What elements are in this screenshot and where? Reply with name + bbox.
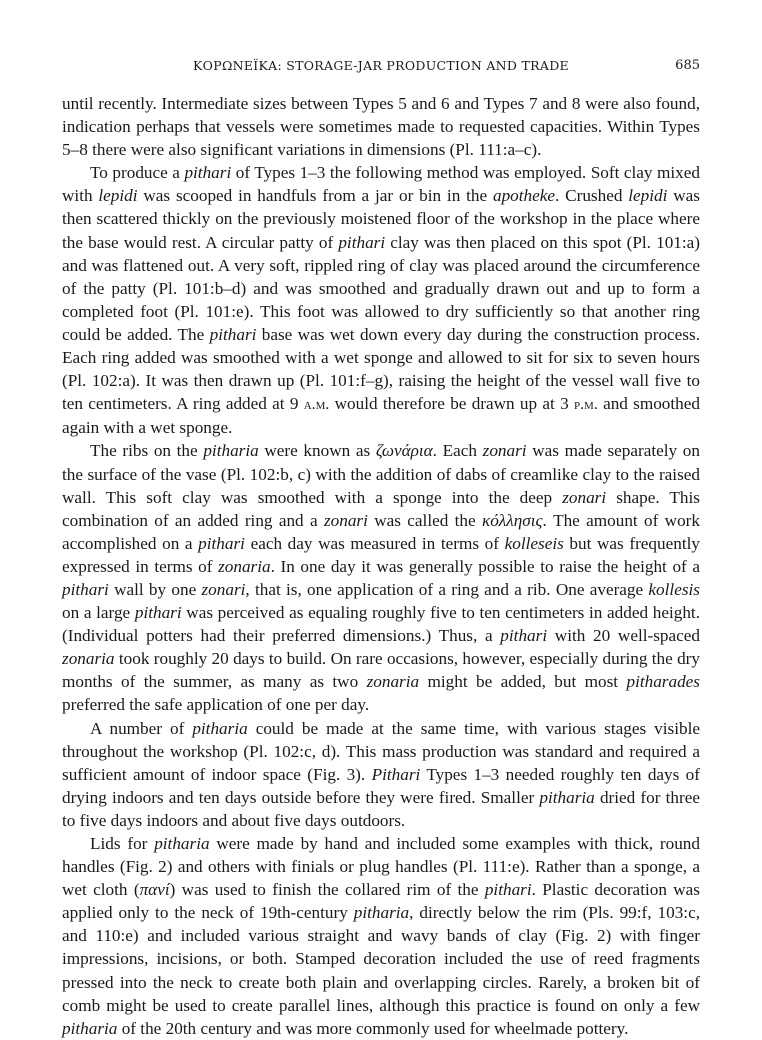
paragraph: until recently. Intermediate sizes between Types 5 and 6 and Types 7 and 8 were also found, indication perhaps that vessels were sometimes made to requested capacities. Within Types 5–8 there were also significant variations in dimensions (Pl. 111:a–c). <box>62 94 700 160</box>
body-text <box>62 92 700 1040</box>
paragraph: A number of pitharia could be made at the same time, with various stages visible throughout the workshop (Pl. 102:c, d). This mass production was standard and required a sufficient amount of indoor space (Fig. 3). Pithari Types 1–3 needed roughly ten days of drying indoors and ten days outside before they were fired. Smaller pitharia dried for three to five days indoors and about five days outdoors. <box>62 718 701 830</box>
paragraph: To produce a pithari of Types 1–3 the following method was employed. Soft clay mixed with lepidi was scooped in handfuls from a jar or bin in the apotheke. Crushed lepidi was then scattered thickly on the previously moistened floor of the workshop in the place where the base would rest. A circular patty of pithari clay was then placed on this spot (Pl. 101:a) and was flattened out. A very soft, rippled ring of clay was placed around the circumference of the patty (Pl. 101:b–d) and was smoothed and gradually drawn out and up to form a completed foot (Pl. 101:e). This foot was allowed to dry sufficiently so that another ring could be added. The pithari base was wet down every day during the construction process. Each ring added was smoothed with a wet sponge and allowed to sit for six to seven hours (Pl. 102:a). It was then drawn up (Pl. 101:f–g), raising the height of the vessel wall five to ten centimeters. A ring added at 9 a.m. would therefore be drawn up at 3 p.m. and smoothed again with a wet sponge. <box>62 163 701 438</box>
page-number: 685 <box>675 58 700 73</box>
paragraph: The ribs on the pitharia were known as ζωνάρια. Each zonari was made separately on the surface of the vase (Pl. 102:b, c) with the addition of dabs of creamlike clay to the raised wall. This soft clay was smoothed with a sponge into the deep zonari shape. This combination of an added ring and a zonari was called the κόλλησις. The amount of work accomplished on a pithari each day was measured in terms of kolleseis but was frequently expressed in terms of zonaria. In one day it was generally possible to raise the height of a pithari wall by one zonari, that is, one application of a ring and a rib. One average kollesis on a large pithari was perceived as equaling roughly five to ten centimeters in added height. (Individual potters had their preferred dimensions.) Thus, a pithari with 20 well-spaced zonaria took roughly 20 days to build. On rare occasions, however, especially during the dry months of the summer, as many as two zonaria might be added, but most pitharades preferred the safe application of one per day. <box>62 441 701 715</box>
page-header <box>62 58 700 80</box>
running-head: ΚΟΡΩΝΕΪΚΑ: STORAGE-JAR PRODUCTION AND TRADE <box>193 58 569 73</box>
paragraph: Lids for pitharia were made by hand and included some examples with thick, round handles (Fig. 2) and others with finials or plug handles (Pl. 111:e). Rather than a sponge, a wet cloth (πανί) was used to finish the collared rim of the pithari. Plastic decoration was applied only to the neck of 19th-century pitharia, directly below the rim (Pls. 99:f, 103:c, and 110:e) and included various straight and wavy bands of clay (Fig. 2) with finger impressions, incisions, or both. Stamped decoration included the use of reed fragments pressed into the neck to create both plain and overlapping circles. Rarely, a broken bit of comb might be used to create parallel lines, although this practice is found on only a few pitharia of the 20th century and was more commonly used for wheelmade pottery. <box>62 834 700 1038</box>
